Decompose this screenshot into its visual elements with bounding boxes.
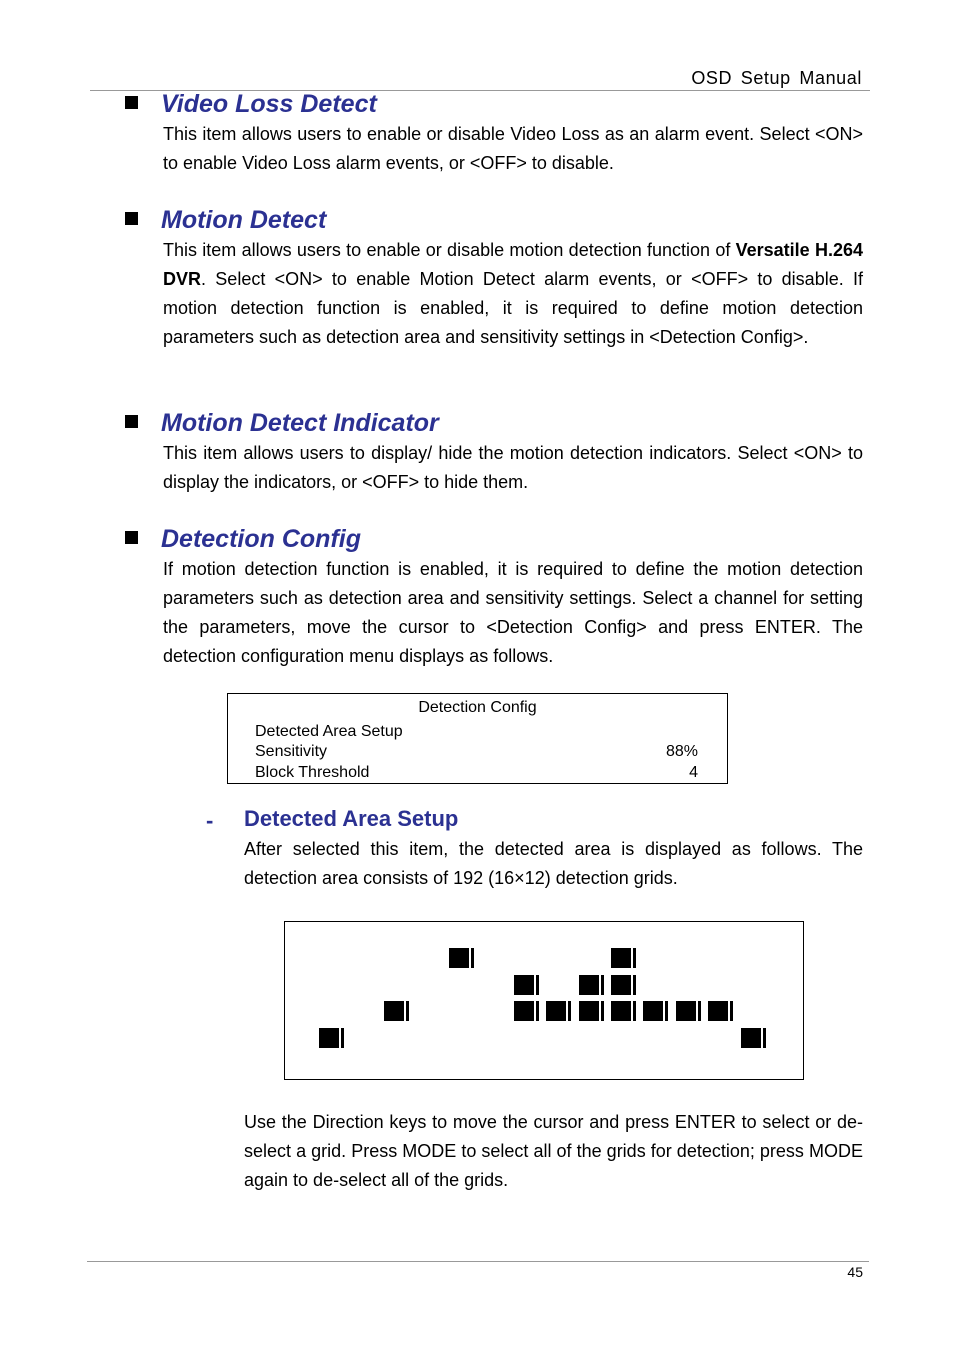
menu-item-label: Detected Area Setup — [255, 723, 403, 740]
subsection-footer-body: Use the Direction keys to move the cursor and press ENTER to select or de-select a grid. Press MODE to select all of the grids for detection; press MODE again to de-select all of the grids. — [244, 1112, 863, 1190]
grid-cell-selected[interactable] — [514, 1001, 539, 1021]
grid-cell-selected[interactable] — [579, 975, 604, 995]
section-body-motion-detect-indicator: This item allows users to display/ hide the motion detection indicators. Select <ON> to display the indicators, or <OFF> to hide them. — [163, 443, 863, 492]
square-bullet-icon — [125, 531, 138, 544]
grid-cell-selected[interactable] — [514, 975, 539, 995]
grid-cell-selected[interactable] — [611, 1001, 636, 1021]
subsection-title: Detected Area Setup — [244, 806, 459, 831]
subsection-body: After selected this item, the detected area is displayed as follows. The detection area consists of 192 (16×12) detection grids. — [244, 839, 863, 888]
running-header: OSD Setup Manual — [691, 68, 862, 88]
menu-item-label: Block Threshold — [255, 764, 370, 781]
grid-cell-selected[interactable] — [611, 975, 636, 995]
grid-cell-selected[interactable] — [741, 1028, 766, 1048]
grid-cell-selected[interactable] — [676, 1001, 701, 1021]
menu-item-block-threshold[interactable] — [255, 764, 698, 782]
grid-cell-selected[interactable] — [579, 1001, 604, 1021]
section-title-video-loss: Video Loss Detect — [125, 90, 377, 119]
menu-item-detected-area-setup[interactable] — [255, 723, 698, 741]
section-body-motion-detect: This item allows users to enable or disable motion detection function of Versatile H.264 DVR. Select <ON> to enable Motion Detect alarm events, or <OFF> to disable. If motion detection function is enabled, it is required to define motion detection parameters such as detection area and sensitivity settings in <Detection Config>. — [163, 240, 863, 347]
grid-cell-selected[interactable] — [319, 1028, 344, 1048]
footer-rule — [87, 1261, 869, 1262]
square-bullet-icon — [125, 415, 138, 428]
section-body-detection-config: If motion detection function is enabled, it is required to define the motion detection parameters such as detection area and sensitivity settings. Select a channel for setting the parameters, move the cursor to <Detection Config> and press ENTER. The detection configuration menu displays as follows. — [163, 559, 863, 666]
grid-cell-selected[interactable] — [449, 948, 474, 968]
grid-cell-selected[interactable] — [384, 1001, 409, 1021]
grid-cell-selected[interactable] — [643, 1001, 668, 1021]
menu-item-value: 88% — [665, 743, 698, 760]
menu-item-sensitivity[interactable] — [255, 743, 698, 761]
grid-cell-selected[interactable] — [546, 1001, 571, 1021]
page-number: 45 — [847, 1264, 863, 1280]
square-bullet-icon — [125, 212, 138, 225]
menu-item-label: Sensitivity — [255, 743, 328, 760]
section-title-motion-detect-indicator: Motion Detect Indicator — [125, 409, 439, 438]
section-body-video-loss: This item allows users to enable or disable Video Loss as an alarm event. Select <ON> to enable Video Loss alarm events, or <OFF> to disable. — [163, 124, 863, 173]
square-bullet-icon — [125, 96, 138, 109]
subsection-dash: - — [206, 808, 214, 833]
grid-cell-selected[interactable] — [708, 1001, 733, 1021]
detection-grid[interactable] — [284, 921, 804, 1080]
section-title-motion-detect: Motion Detect — [125, 206, 326, 235]
section-title-detection-config: Detection Config — [125, 525, 361, 554]
menu-title: Detection Config — [418, 699, 537, 716]
grid-cell-selected[interactable] — [611, 948, 636, 968]
detection-config-menu — [227, 693, 728, 784]
menu-item-value: 4 — [689, 764, 698, 781]
